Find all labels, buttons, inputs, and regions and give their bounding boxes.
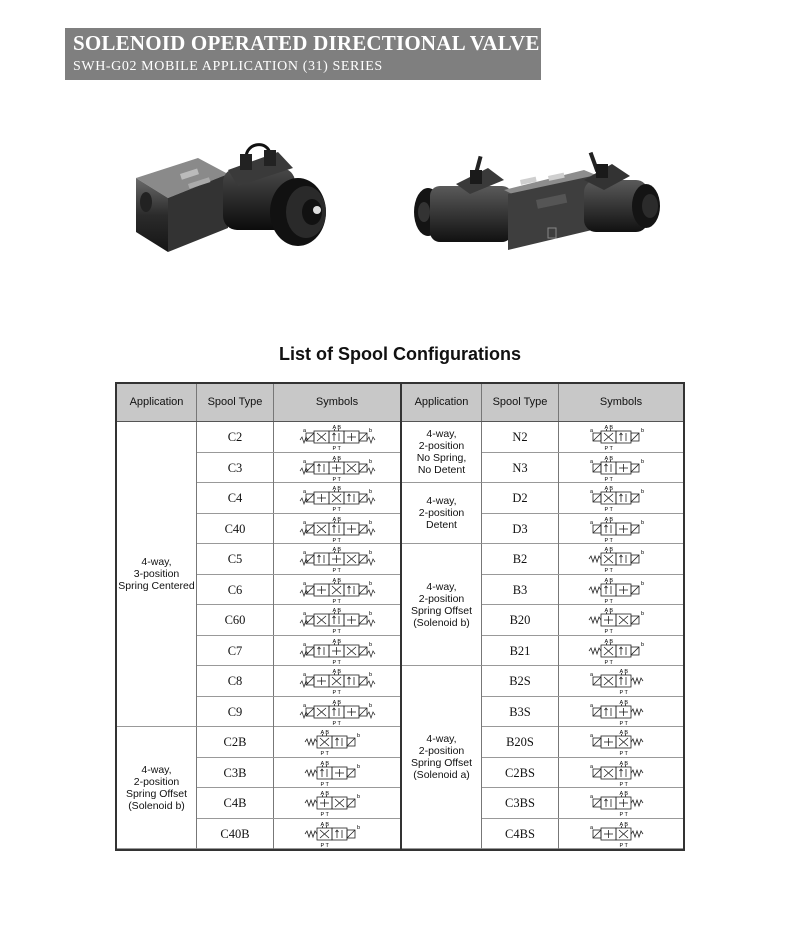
spool-symbol (287, 453, 387, 483)
svg-text:P T: P T (332, 568, 341, 574)
spool-type-code: B3S (482, 697, 559, 727)
svg-text:a: a (303, 611, 307, 617)
svg-text:b: b (641, 580, 645, 587)
spool-symbol (571, 666, 671, 696)
svg-text:a: a (303, 519, 307, 526)
page-subtitle: SWH-G02 MOBILE APPLICATION (31) SERIES (73, 59, 383, 74)
spool-symbol-icon (571, 422, 671, 452)
svg-text:a: a (303, 489, 307, 495)
table-row (197, 514, 400, 545)
svg-text:P T: P T (619, 720, 628, 727)
spool-type-code: C3 (197, 453, 274, 483)
table-row (482, 483, 683, 514)
header-banner (65, 28, 541, 80)
table-title: List of Spool Configurations (279, 344, 521, 364)
table-row (482, 422, 683, 453)
spool-symbol (571, 575, 671, 605)
spool-type-code: C6 (197, 575, 274, 605)
spool-type-code: B21 (482, 636, 559, 666)
svg-text:A B: A B (604, 638, 614, 645)
spool-symbol-icon (571, 575, 671, 605)
svg-text:b: b (357, 763, 361, 770)
spool-type-code: B20S (482, 727, 559, 757)
spool-symbol-icon (287, 483, 387, 513)
svg-text:P T: P T (320, 842, 329, 849)
table-row (197, 666, 400, 697)
table-row (482, 544, 683, 575)
svg-text:P T: P T (332, 476, 341, 483)
table-row (197, 483, 400, 514)
spool-symbol (571, 483, 671, 513)
table-row (482, 788, 683, 819)
application-label: 4-way, 2-position Detent (418, 495, 465, 531)
svg-text:A B: A B (619, 791, 629, 797)
svg-text:b: b (369, 702, 373, 709)
spool-type-code: C3BS (482, 788, 559, 818)
table-row (197, 636, 400, 667)
table-row (197, 605, 400, 636)
svg-text:A B: A B (619, 821, 629, 828)
application-label: 4-way, 3-position Spring Centered (118, 556, 195, 592)
spool-symbol (287, 544, 387, 574)
spool-type-code: C7 (197, 636, 274, 666)
svg-text:P T: P T (320, 812, 329, 818)
spool-symbol-icon (287, 453, 387, 483)
spool-type-code: D3 (482, 514, 559, 544)
column-header-symbols: Symbols (315, 396, 359, 408)
table-row (482, 453, 683, 484)
svg-text:a: a (590, 458, 594, 465)
spool-symbol (571, 788, 671, 818)
svg-text:a: a (303, 428, 307, 434)
svg-text:A B: A B (320, 760, 330, 767)
svg-text:b: b (357, 733, 361, 739)
table-row (197, 727, 400, 758)
svg-text:b: b (357, 824, 361, 831)
svg-text:P T: P T (604, 507, 613, 513)
column-header-application: Application (117, 384, 197, 421)
spool-type-code: C9 (197, 697, 274, 727)
application-label: 4-way, 2-position No Spring, No Detent (416, 428, 467, 476)
spool-symbol (571, 758, 671, 788)
svg-text:P T: P T (619, 812, 628, 818)
svg-text:A B: A B (604, 577, 614, 584)
table-row (197, 544, 400, 575)
table-row (197, 422, 400, 453)
spool-type-code: B2S (482, 666, 559, 696)
spool-symbol-icon (287, 575, 387, 605)
svg-text:b: b (369, 458, 373, 465)
svg-text:A B: A B (332, 638, 342, 645)
spool-symbol-icon (571, 727, 671, 757)
spool-symbol (287, 727, 387, 757)
svg-text:A B: A B (332, 547, 342, 553)
spool-symbol (287, 514, 387, 544)
spool-type-code: C8 (197, 666, 274, 696)
svg-text:b: b (369, 672, 373, 678)
svg-text:A B: A B (604, 608, 614, 614)
svg-text:P T: P T (604, 446, 613, 452)
table-row (482, 727, 683, 758)
application-group-cell (402, 422, 482, 483)
spool-symbol (287, 666, 387, 696)
svg-text:b: b (369, 550, 373, 556)
spool-type-code: C40B (197, 819, 274, 849)
application-group-cell (117, 422, 197, 727)
spool-symbol-icon (287, 727, 387, 757)
svg-text:a: a (590, 733, 594, 739)
table-header-left (117, 384, 400, 422)
spool-symbol-icon (287, 605, 387, 635)
svg-text:a: a (590, 672, 594, 678)
spool-symbol-icon (287, 666, 387, 696)
table-row (197, 575, 400, 606)
table-row (197, 697, 400, 728)
spool-symbol-icon (571, 605, 671, 635)
column-header-symbols: Symbols (599, 396, 643, 408)
application-group-cell (117, 727, 197, 849)
spool-symbol (571, 422, 671, 452)
svg-text:A B: A B (619, 699, 629, 706)
svg-text:b: b (369, 641, 373, 648)
spool-symbol (287, 483, 387, 513)
spool-symbol (287, 697, 387, 727)
table-row (482, 636, 683, 667)
svg-text:P T: P T (604, 598, 613, 605)
svg-text:b: b (641, 519, 645, 526)
page-title: SOLENOID OPERATED DIRECTIONAL VALVE (73, 31, 540, 55)
svg-text:A B: A B (604, 547, 614, 553)
table-row (197, 758, 400, 789)
spool-symbol-icon (571, 483, 671, 513)
table-row (197, 453, 400, 484)
svg-text:P T: P T (332, 659, 341, 666)
table-row (482, 514, 683, 545)
spool-type-code: C2B (197, 727, 274, 757)
svg-text:P T: P T (604, 659, 613, 666)
table-row (482, 605, 683, 636)
spool-symbol (571, 605, 671, 635)
svg-text:A B: A B (604, 486, 614, 492)
spool-type-code: C40 (197, 514, 274, 544)
svg-text:A B: A B (320, 791, 330, 797)
svg-text:P T: P T (604, 537, 613, 544)
svg-text:a: a (303, 702, 307, 709)
spool-type-code: B2 (482, 544, 559, 574)
application-group-cell (402, 666, 482, 849)
spool-symbol (571, 819, 671, 849)
svg-text:A B: A B (332, 577, 342, 584)
table-row (482, 819, 683, 850)
table-left-half (117, 384, 400, 849)
spool-symbol-icon (287, 422, 387, 452)
svg-text:P T: P T (332, 537, 341, 544)
spool-symbol-icon (287, 819, 387, 849)
spool-configuration-table (115, 382, 685, 851)
spool-type-code: C5 (197, 544, 274, 574)
svg-text:a: a (303, 641, 307, 648)
spool-symbol-icon (571, 697, 671, 727)
table-row (482, 666, 683, 697)
svg-text:A B: A B (332, 669, 342, 675)
spool-type-code: D2 (482, 483, 559, 513)
spool-type-code: C3B (197, 758, 274, 788)
valve-photo-double-solenoid-left (128, 140, 338, 265)
spool-symbol (571, 544, 671, 574)
spool-symbol-icon (571, 453, 671, 483)
svg-text:a: a (303, 580, 307, 587)
svg-text:P T: P T (332, 720, 341, 727)
svg-text:A B: A B (619, 730, 629, 736)
spool-type-code: N2 (482, 422, 559, 452)
svg-text:b: b (641, 489, 645, 495)
spool-type-code: B20 (482, 605, 559, 635)
spool-symbol-icon (571, 819, 671, 849)
spool-symbol-icon (287, 758, 387, 788)
svg-text:P T: P T (320, 781, 329, 788)
svg-text:A B: A B (619, 669, 629, 675)
spool-symbol-icon (287, 788, 387, 818)
svg-text:a: a (590, 702, 594, 709)
svg-text:P T: P T (332, 507, 341, 513)
svg-text:A B: A B (604, 455, 614, 462)
svg-text:P T: P T (332, 598, 341, 605)
application-label: 4-way, 2-position Spring Offset (Solenoid a) (410, 733, 473, 781)
table-row (482, 697, 683, 728)
svg-text:b: b (369, 580, 373, 587)
spool-symbol (287, 636, 387, 666)
svg-text:b: b (641, 428, 645, 434)
spool-symbol (287, 819, 387, 849)
spool-symbol (287, 575, 387, 605)
application-label: 4-way, 2-position Spring Offset (Solenoid b) (410, 580, 473, 629)
spool-symbol (571, 636, 671, 666)
column-header-spool-type: Spool Type (482, 384, 559, 421)
svg-text:P T: P T (332, 629, 341, 635)
svg-text:a: a (590, 489, 594, 495)
spool-type-code: C4B (197, 788, 274, 818)
spool-symbol (571, 727, 671, 757)
spool-type-code: N3 (482, 453, 559, 483)
svg-text:A B: A B (332, 455, 342, 462)
spool-symbol (571, 697, 671, 727)
application-group-cell (402, 483, 482, 544)
spool-symbol-icon (571, 788, 671, 818)
spool-type-code: C4 (197, 483, 274, 513)
svg-text:P T: P T (619, 842, 628, 849)
spool-symbol-icon (571, 666, 671, 696)
table-header-right (402, 384, 683, 422)
svg-text:b: b (641, 641, 645, 648)
svg-text:A B: A B (332, 608, 342, 614)
spool-type-code: C2 (197, 422, 274, 452)
table-row (482, 758, 683, 789)
svg-text:P T: P T (332, 446, 341, 452)
svg-text:b: b (641, 550, 645, 556)
svg-text:a: a (303, 672, 307, 678)
spool-symbol (287, 422, 387, 452)
svg-text:b: b (369, 428, 373, 434)
spool-symbol (287, 605, 387, 635)
svg-text:A B: A B (619, 760, 629, 767)
svg-text:b: b (641, 611, 645, 617)
spool-symbol (287, 788, 387, 818)
svg-text:b: b (369, 519, 373, 526)
spool-symbol-icon (571, 636, 671, 666)
table-row (482, 575, 683, 606)
spool-type-code: C4BS (482, 819, 559, 849)
svg-text:P T: P T (619, 751, 628, 757)
svg-text:A B: A B (332, 486, 342, 492)
svg-text:P T: P T (619, 781, 628, 788)
spool-symbol-icon (571, 758, 671, 788)
spool-symbol-icon (287, 544, 387, 574)
spool-symbol-icon (287, 697, 387, 727)
svg-text:P T: P T (604, 629, 613, 635)
svg-text:A B: A B (332, 425, 342, 431)
spool-type-code: B3 (482, 575, 559, 605)
spool-symbol-icon (287, 636, 387, 666)
svg-text:P T: P T (332, 690, 341, 696)
spool-type-code: C2BS (482, 758, 559, 788)
svg-text:A B: A B (332, 699, 342, 706)
svg-text:b: b (357, 794, 361, 800)
svg-text:A B: A B (604, 425, 614, 431)
svg-text:a: a (303, 550, 307, 556)
application-label: 4-way, 2-position Spring Offset (Solenoid b) (125, 763, 188, 812)
svg-text:A B: A B (320, 730, 330, 736)
svg-text:b: b (641, 458, 645, 465)
svg-text:a: a (590, 519, 594, 526)
svg-text:a: a (590, 428, 594, 434)
svg-text:P T: P T (320, 751, 329, 757)
svg-text:A B: A B (604, 516, 614, 523)
svg-text:b: b (369, 489, 373, 495)
svg-text:b: b (369, 611, 373, 617)
svg-text:P T: P T (604, 568, 613, 574)
column-header-spool-type: Spool Type (197, 384, 274, 421)
svg-text:A B: A B (332, 516, 342, 523)
svg-text:a: a (303, 458, 307, 465)
svg-text:P T: P T (604, 476, 613, 483)
spool-symbol-icon (287, 514, 387, 544)
spool-type-code: C60 (197, 605, 274, 635)
spool-symbol (287, 758, 387, 788)
spool-symbol-icon (571, 544, 671, 574)
table-row (197, 819, 400, 850)
table-row (197, 788, 400, 819)
svg-text:a: a (590, 824, 594, 831)
spool-symbol (571, 514, 671, 544)
application-group-cell (402, 544, 482, 666)
svg-text:A B: A B (320, 821, 330, 828)
svg-text:P T: P T (619, 690, 628, 696)
svg-text:a: a (590, 763, 594, 770)
valve-photo-double-solenoid-right (408, 150, 666, 255)
spool-symbol-icon (571, 514, 671, 544)
column-header-application: Application (402, 384, 482, 421)
table-right-half (402, 384, 683, 849)
spool-symbol (571, 453, 671, 483)
svg-text:a: a (590, 794, 594, 800)
